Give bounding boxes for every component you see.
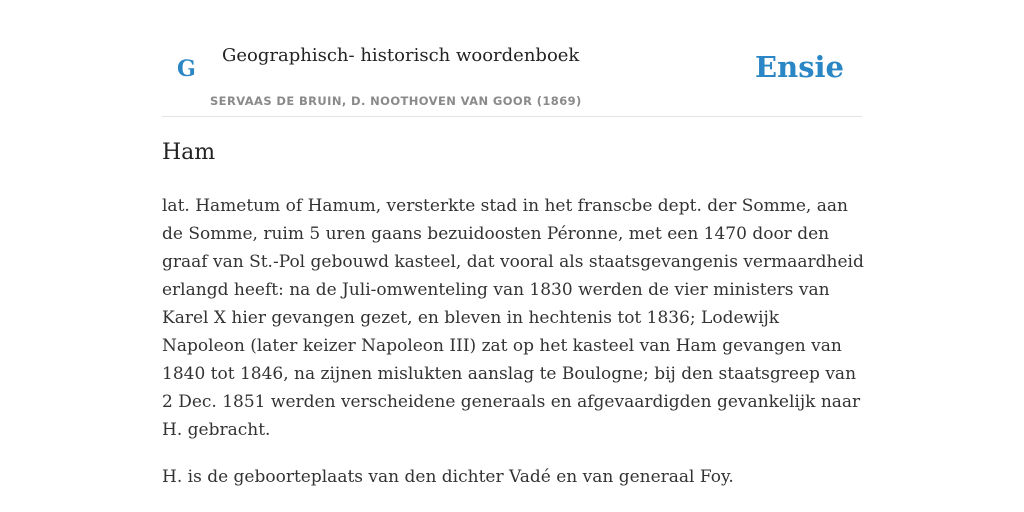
entry-body	[162, 192, 864, 510]
entry-title: Ham	[162, 140, 216, 165]
book-title-link[interactable]: Geographisch- historisch woordenboek	[222, 45, 580, 66]
book-author: SERVAAS DE BRUIN, D. NOOTHOVEN VAN GOOR (1869)	[210, 94, 582, 108]
entry-paragraph: lat. Hametum of Hamum, versterkte stad in het franscbe dept. der Somme, aan de Somme, ruim 5 uren gaans bezuidoosten Péronne, met een 1470 door den graaf van St.-Pol gebouwd kasteel, dat vooral als staatsgevangenis vermaardheid erlangd heeft: na de Juli-omwenteling van 1830 werden de vier ministers van Karel X hier gevangen gezet, en bleven in hechtenis tot 1836; Lodewijk Napoleon (later keizer Napoleon III) zat op het kasteel van Ham gevangen van 1840 tot 1846, na zijnen mislukten aanslag te Boulogne; bij den staatsgreep van 2 Dec. 1851 werden verscheidene generaals en afgevaardigden gevankelijk naar H. gebracht.	[162, 196, 864, 440]
entry-paragraph: H. is de geboorteplaats van den dichter Vadé en van generaal Foy.	[162, 467, 734, 487]
book-header	[162, 0, 862, 117]
ensie-logo[interactable]: Ensie	[755, 50, 844, 84]
book-logo-icon[interactable]: G	[177, 56, 196, 82]
